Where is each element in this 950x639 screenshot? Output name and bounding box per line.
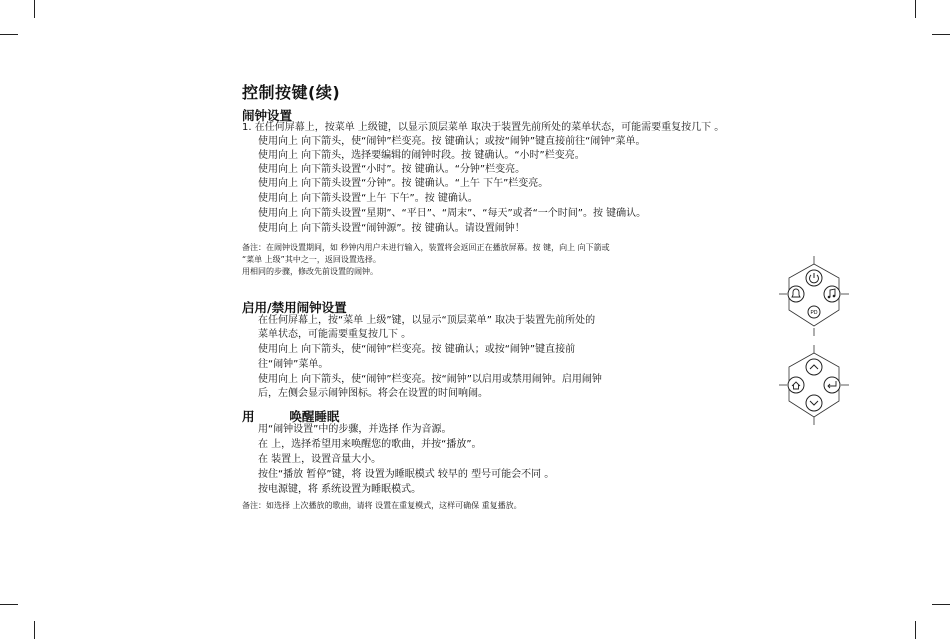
section-heading-wake-sleep: 用 唤醒睡眠 [242,409,340,424]
pd-label: PD [810,310,818,316]
step-line: 使用向上 向下箭头设置“上午 下午”。按 键确认。 [258,193,478,204]
step-line: 在 装置上，设置音量大小。 [258,454,382,465]
crop-mark [932,604,950,605]
crop-mark [915,0,916,18]
remote-bottom-diagram [779,345,849,425]
section-heading-enable-disable-alarm: 启用/禁用闹钟设置 [242,300,347,315]
power-icon [806,270,822,286]
step-line: 使用向上 向下箭头，使“闹钟”栏变亮。按 键确认；或按“闹钟”键直接前 [258,344,576,355]
crop-mark [915,621,916,639]
step-line: 1. 在任何屏幕上，按菜单 上级键，以显示顶层菜单 取决于装置先前所处的菜单状态，可能需要重复按几下 。 [242,122,725,133]
step-line: 使用向上 向下箭头设置“闹钟源”。按 键确认。请设置闹钟！ [258,223,525,234]
crop-mark [932,34,950,35]
step-line: 按电源键，将 系统设置为睡眠模式。 [258,484,422,495]
step-line: 菜单状态，可能需要重复按几下 。 [258,329,412,340]
step-line: 使用向上 向下箭头，选择要编辑的闹钟时段。按 键确认。“小时”栏变亮。 [258,150,585,161]
crop-mark [0,34,18,35]
remote-top-diagram [779,256,849,336]
step-line: 按住“播放 暂停”键，将 设置为睡眠模式 较早的 型号可能会不同 。 [258,469,555,480]
page-title: 控制按键(续) [242,83,341,102]
step-line: 使用向上 向下箭头，使“闹钟”栏变亮。按 键确认；或按“闹钟”键直接前往“闹钟”菜单。 [258,136,646,147]
note-line: 用相同的步骤，修改先前设置的闹钟。 [242,267,378,276]
home-icon [788,377,804,393]
note-line: 备注：如选择 上次播放的歌曲，请将 设置在重复模式，这样可确保 重复播放。 [242,501,522,510]
step-line: 在 上，选择希望用来唤醒您的歌曲，并按“播放”。 [258,439,482,450]
crop-mark [34,0,35,18]
step-line: 使用向上 向下箭头设置“分钟”。按 键确认。“上午 下午”栏变亮。 [258,178,549,189]
step-line: 在任何屏幕上，按“菜单 上级”键，以显示“顶层菜单” 取决于装置先前所处的 [258,315,596,326]
step-line: 使用向上 向下箭头设置“小时”。按 键确认。“分钟”栏变亮。 [258,164,526,175]
step-line: 后，左侧会显示闹钟图标。将会在设置的时间响闹。 [258,388,488,399]
up-arrow-icon [806,359,822,375]
step-line: 用“闹钟设置”中的步骤，并选择 作为音源。 [258,424,452,435]
alarm-bell-icon [788,286,804,302]
crop-mark [0,604,18,605]
section-heading-alarm-setting: 闹钟设置 [242,108,293,123]
step-line: 使用向上 向下箭头设置“星期”、“平日”、“周末”、“每天”或者“一个时间”。按 键确认。 [258,208,647,219]
pd-button-icon [808,306,820,318]
down-arrow-icon [806,395,822,411]
crop-mark [34,621,35,639]
note-line: “菜单 上级”其中之一，返回设置选择。 [242,255,381,264]
note-line: 备注：在闹钟设置期间，如 秒钟内用户未进行输入，装置将会返回正在播放屏幕。按 键，向上 向下箭或 [242,243,610,252]
step-line: 往“闹钟”菜单。 [258,359,329,370]
step-line: 使用向上 向下箭头，使“闹钟”栏变亮。按“闹钟”以启用或禁用闹钟。启用闹钟 [258,374,602,385]
enter-icon [824,377,840,393]
music-note-icon [824,286,840,302]
